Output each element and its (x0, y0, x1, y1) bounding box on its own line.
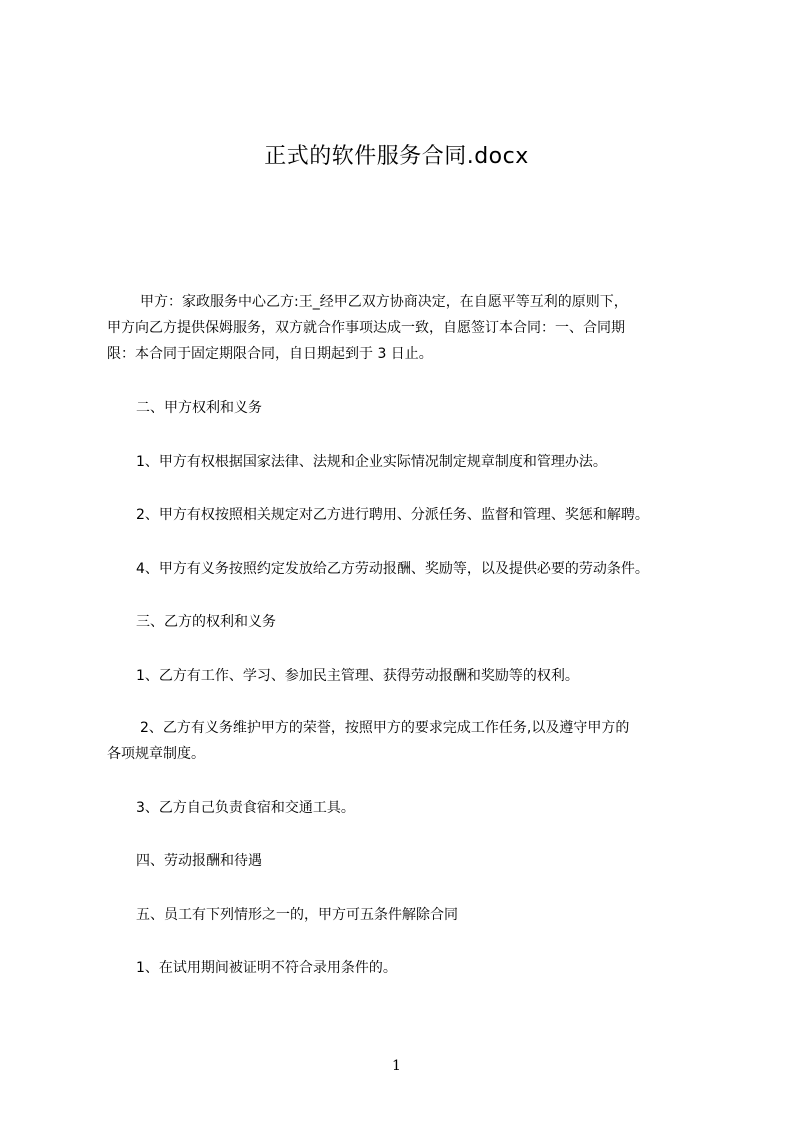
body-line: 1、甲方有权根据国家法律、法规和企业实际情况制定规章制度和管理办法。 (136, 454, 607, 470)
body-line: 1、在试用期间被证明不符合录用条件的。 (136, 960, 397, 976)
body-line: 限：本合同于固定期限合同，自日期起到于 3 日止。 (107, 346, 433, 362)
section-heading: 二、甲方权利和义务 (136, 400, 262, 416)
body-line: 2、乙方有义务维护甲方的荣誉，按照甲方的要求完成工作任务,以及遵守甲方的 (140, 720, 630, 736)
page-number: 1 (392, 1058, 401, 1074)
body-line: 1、乙方有工作、学习、参加民主管理、获得劳动报酬和奖励等的权利。 (136, 668, 579, 684)
section-heading: 四、劳动报酬和待遇 (136, 853, 262, 869)
body-line: 2、甲方有权按照相关规定对乙方进行聘用、分派任务、监督和管理、奖惩和解聘。 (136, 507, 649, 523)
body-line: 甲方：家政服务中心乙方:王_经甲乙双方协商决定，在自愿平等互利的原则下， (140, 294, 628, 310)
body-line: 甲方向乙方提供保姆服务，双方就合作事项达成一致，自愿签订本合同：一、合同期 (107, 320, 625, 336)
body-line: 3、乙方自己负责食宿和交通工具。 (136, 800, 355, 816)
body-line: 各项规章制度。 (107, 746, 205, 762)
document-title: 正式的软件服务合同.docx (264, 144, 529, 169)
section-heading: 三、乙方的权利和义务 (136, 614, 276, 630)
body-line: 4、甲方有义务按照约定发放给乙方劳动报酬、奖励等，以及提供必要的劳动条件。 (136, 561, 649, 577)
section-heading: 五、员工有下列情形之一的，甲方可五条件解除合同 (136, 907, 458, 923)
